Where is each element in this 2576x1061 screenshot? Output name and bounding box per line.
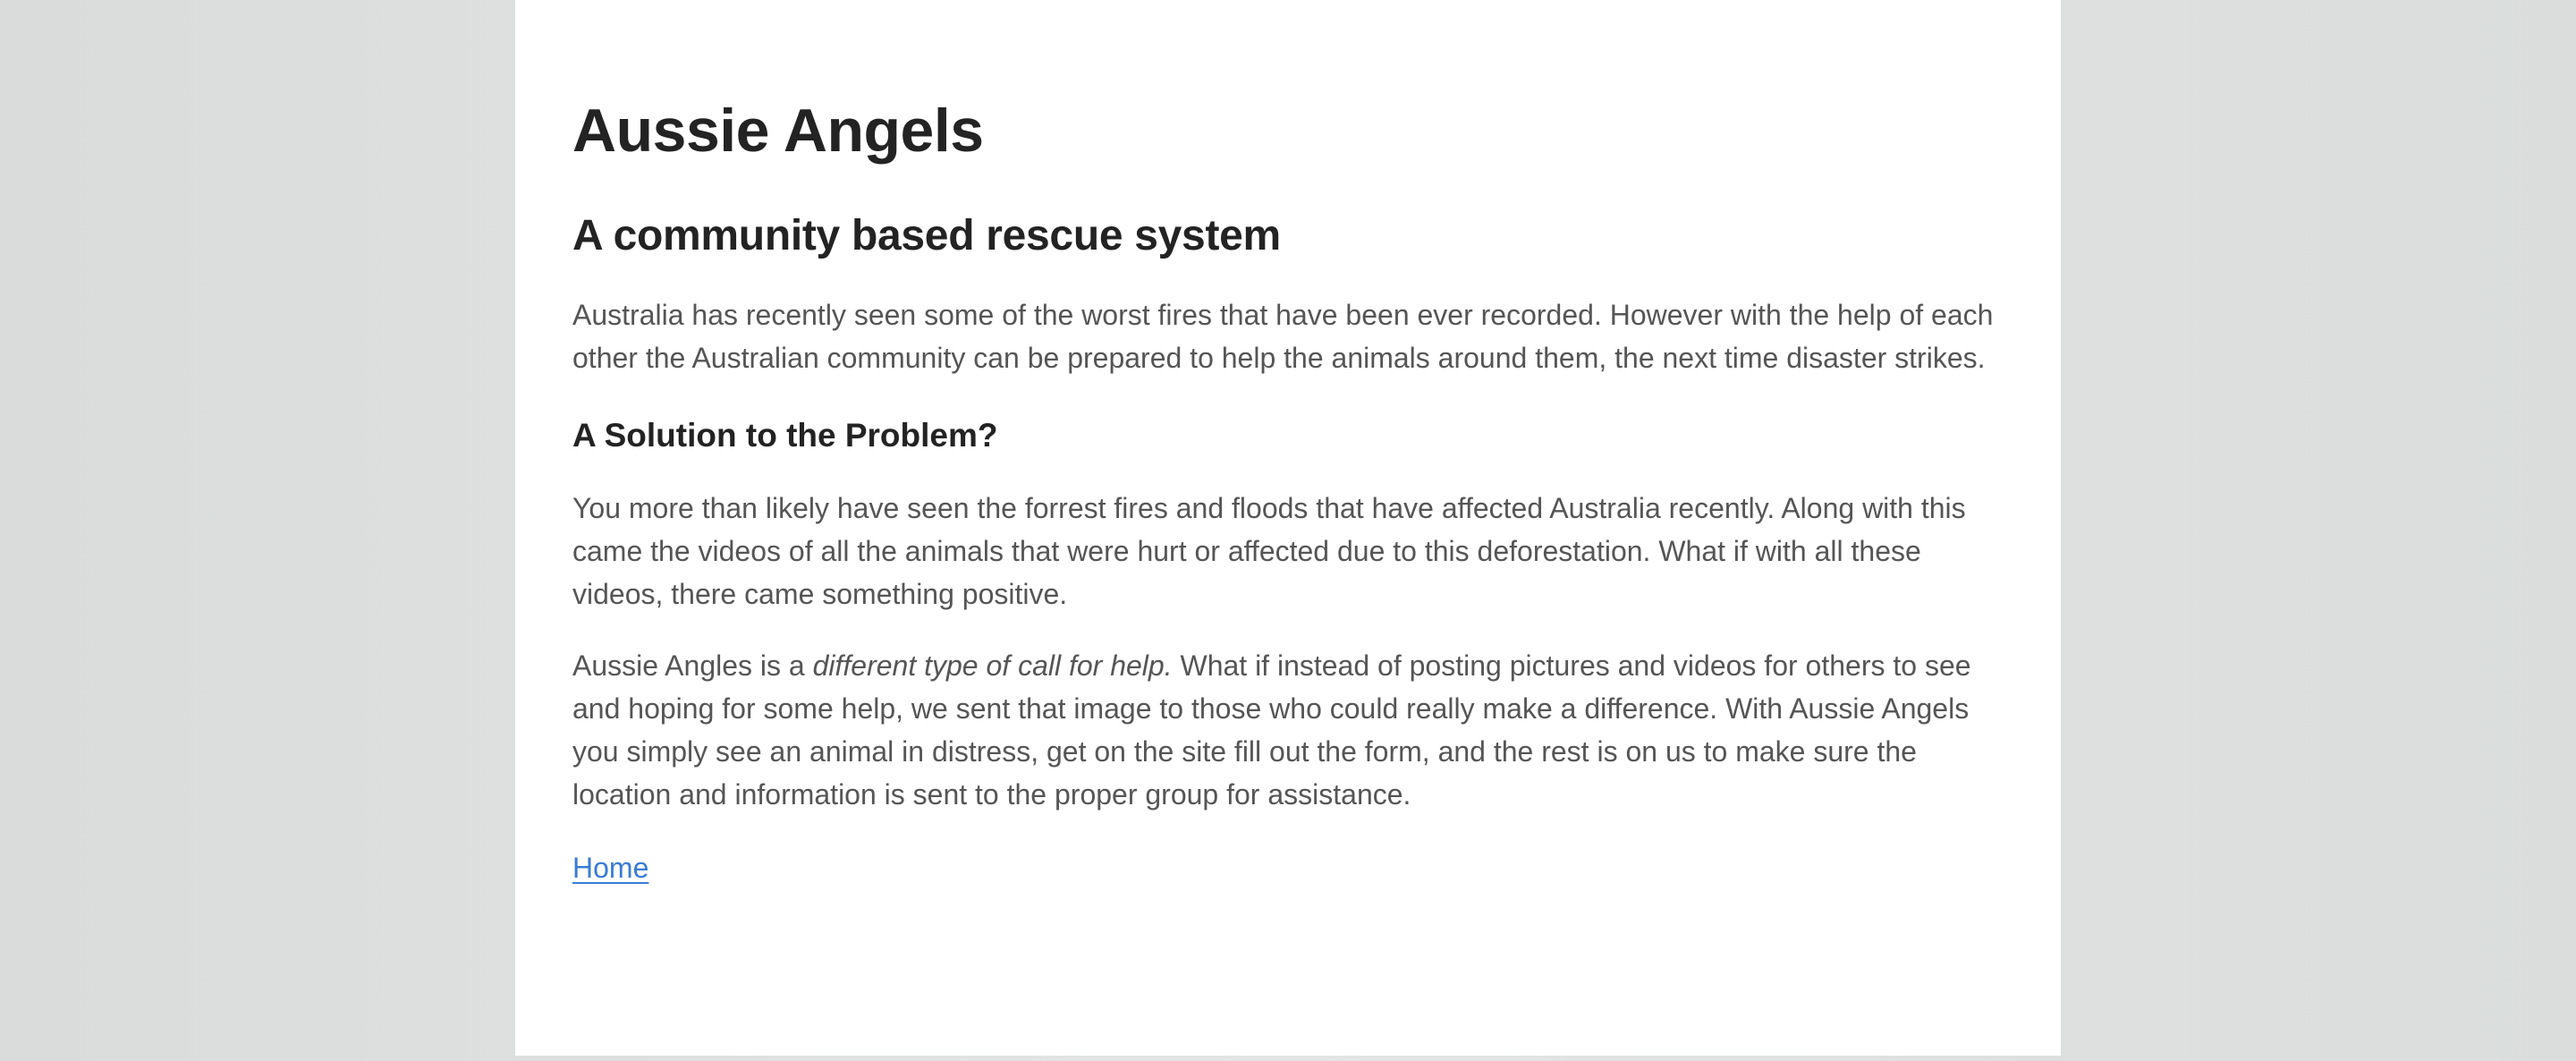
tagline-heading: A community based rescue system [572, 212, 1281, 259]
solution-rest-text: What if instead of posting pictures and videos for others to see and hoping for some help, we sent that image to those who could really make a difference. With Aussie Angels you simply see an animal in distress, get on the site fill out the form, and the rest is on us to make sure the location and information is sent to the proper group for assistance. [572, 649, 1971, 811]
problem-heading: A Solution to the Problem? [572, 417, 998, 454]
home-link[interactable]: Home [572, 852, 649, 884]
solution-emphasis-text: different type of call for help. [812, 649, 1173, 682]
site-title: Aussie Angels [572, 97, 984, 165]
problem-paragraph: You more than likely have seen the forrest fires and floods that have affected Australia recently. Along with this came the videos of all the animals that were hurt or affected due to this deforestation. What if with all these videos, there came something positive. [572, 492, 1966, 610]
solution-lead-text: Aussie Angles is a [572, 649, 813, 682]
home-link-row [572, 846, 2004, 889]
intro-paragraph: Australia has recently seen some of the worst fires that have been ever recorded. However with the help of each other the Australian community can be prepared to help the animals around them, the next time disaster strikes. [572, 299, 1994, 374]
solution-paragraph [572, 644, 2004, 816]
content-card [515, 0, 2061, 1056]
